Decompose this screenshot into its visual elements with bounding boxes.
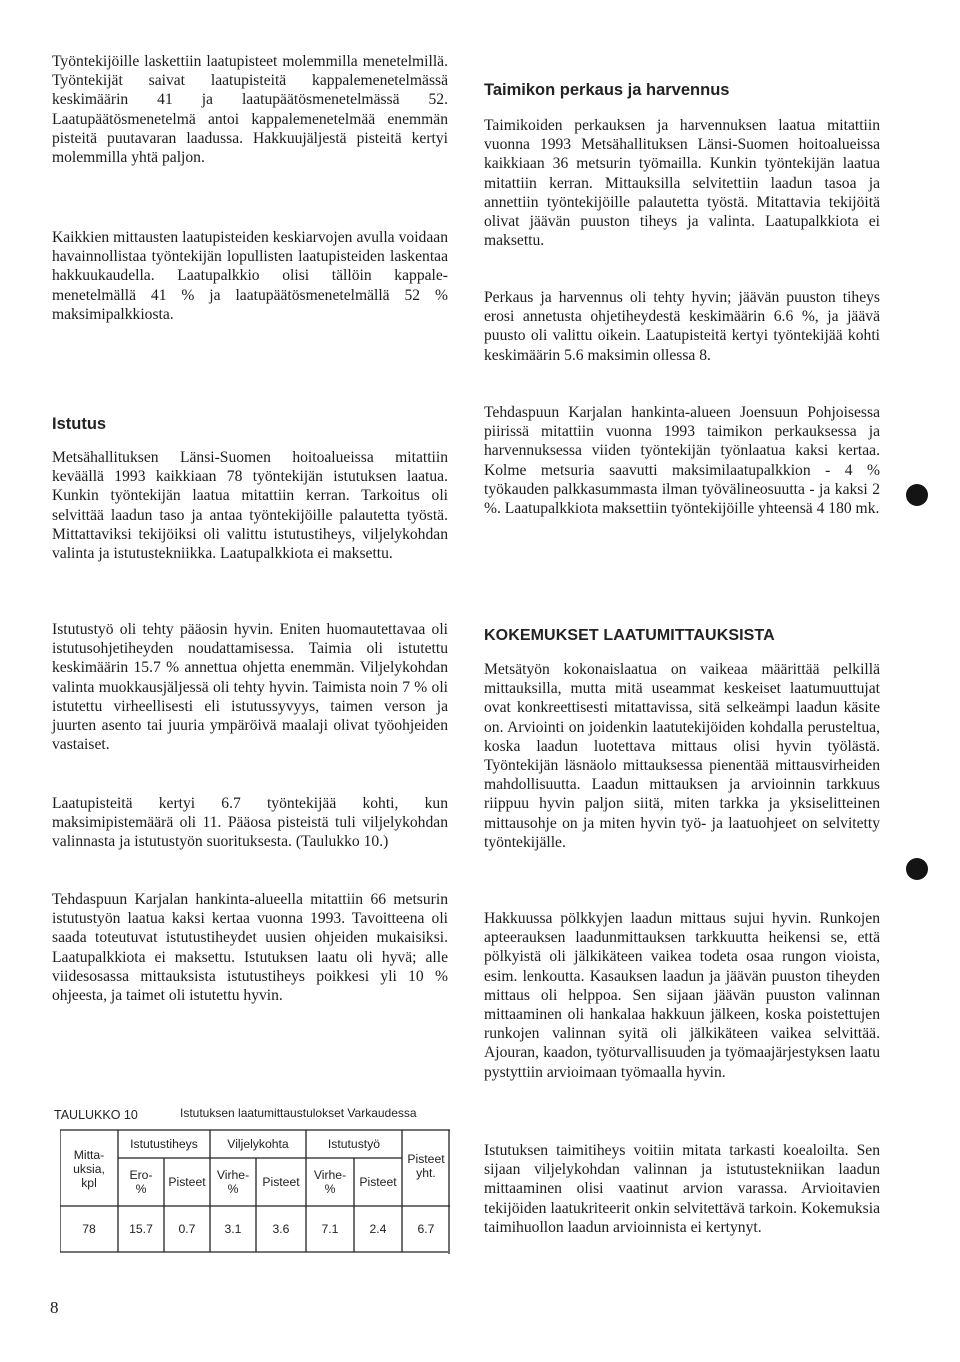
- paragraph-hakkuu-mittaus: Hakkuussa pölkkyjen laadun mittaus sujui hyvin. Runkojen apteerauksen laadunmittauksen tarkkuutta heikensi se, että pölkyistä oli jälkikäteen vaikea todeta osaa rungon vioista, esim. lenkoutta. Kasauksen laadun ja jäävän puuston tiheyden mittaus oli helppoa. Sen sijaan jäävän puuston valinnan mittaaminen oli hankalaa hakkuun jälkeen, koska poistettujen runkojen valinnan syitä oli jälkikäteen vaikea selvittää. Ajouran, kaadon, työturvallisuuden ja työmaajärjestyksen laatu pystyttiin arvioimaan työmaalla hyvin.: [484, 910, 880, 1081]
- cell-pisteet-3: 2.4: [369, 1222, 387, 1236]
- cell-ero: 15.7: [129, 1222, 153, 1236]
- table-title: Istutuksen laatumittaustulokset Varkaudessa: [180, 1106, 417, 1120]
- paragraph-istutus-intro: Metsähallituksen Länsi-Suomen hoitoalueissa mitattiin keväällä 1993 kaikkiaan 78 työntekijän istutuksen laatua. Kunkin työntekijän laatua mitattiin kerran. Tarkoitus oli selvittää laadun taso ja antaa työntekijöille palautetta työstä. Mittattaviksi tekijöiksi oli valittu istutustiheys, viljelykohdan valinta ja istutustekniikka. Laatupalkkiota ei maksettu.: [52, 449, 448, 563]
- paragraph-perkaus-results: Perkaus ja harvennus oli tehty hyvin; jäävän puuston tiheys erosi annetusta ohjetiheydestä keskimäärin 6.6 %, ja jäävä puusto oli valittu oikein. Laatupisteitä kertyi työntekijää kohti keskimäärin 5.6 maksimin ollessa 8.: [484, 289, 880, 364]
- sub-header-pisteet-2: Pisteet: [262, 1175, 300, 1189]
- paragraph-istutus-points: Laatupisteitä kertyi 6.7 työntekijää kohti, kun maksimipistemäärä oli 11. Pääosa pisteistä tuli viljelykohdan valinnasta ja istutustyön suorituksesta. (Taulukko 10.): [52, 795, 448, 851]
- sub-header-pisteet-1: Pisteet: [168, 1175, 206, 1189]
- margin-dot-lower: [906, 858, 928, 880]
- cell-pisteet-2: 3.6: [272, 1222, 290, 1236]
- cell-virhe-2: 7.1: [321, 1222, 339, 1236]
- table-label: TAULUKKO 10: [54, 1108, 138, 1122]
- table-10: [54, 1106, 450, 1258]
- heading-istutus: Istutus: [52, 415, 107, 433]
- sub-header-virhe-2: Virhe- %: [313, 1168, 347, 1196]
- paragraph-karjala-istutus: Tehdaspuun Karjalan hankinta-alueella mitattiin 66 metsurin istutustyön laatua kaksi kertaa vuonna 1993. Tavoitteena oli saada toteutuvat istutustiheydet uusien ohjeiden mukaisiksi. Laatupalkkiota ei maksettu. Istutuksen laatu oli hyvä; alle viidesosassa mittauksista istutustiheys poikkesi yli 10 % ohjeesta, ja taimet oli istutettu hyvin.: [52, 891, 448, 1005]
- paragraph-average-quality-points: Kaikkien mittausten laatupisteiden keskiarvojen avulla voidaan havainnollistaa työntekijän lopullisten laatupisteiden laskentaa hakkuukaudella. Laatupalkkio olisi tällöin kappalemenetelmällä 41 % ja laatupäätösmenetelmällä 52 % maksimipalkkiosta.: [52, 229, 448, 323]
- sub-header-ero: Ero- %: [129, 1168, 153, 1196]
- header-count: Mitta- uksia, kpl: [73, 1148, 105, 1190]
- cell-pisteet-1: 0.7: [178, 1222, 196, 1236]
- group-istutustyo: Istutustyö: [327, 1137, 381, 1151]
- paragraph-kokemukset-intro: Metsätyön kokonaislaatua on vaikeaa määrittää pelkillä mittauksilla, mutta mitä useammat keskeiset laatumuuttujat ovat konkreettisesti mitattavissa, sitä selkeämpi laadun käsite on. Arviointi on joidenkin laatutekijöiden kohdalla perusteltua, koska laadun luotettava mittaus olisi hyvin työlästä. Työntekijän läsnäolo mittauksessa pienentää mittausvirheiden mahdollisuutta. Laadun mittauksen ja arvioinnin tarkkuus riippuu hyvin paljon siitä, miten tarkka ja yksiselitteinen mittausohje on ja miten hyvin työ- ja laatuohjeet on selvitetty työntekijälle.: [484, 661, 880, 851]
- group-istutustiheys: Istutustiheys: [130, 1137, 198, 1151]
- paragraph-karjala-perkaus: Tehdaspuun Karjalan hankinta-alueen Joensuun Pohjoisessa piirissä mitattiin vuonna 1993 taimikon perkauksessa ja harvennuksessa viiden työntekijän työnlaatua kaksi kertaa. Kolme metsuria saavutti maksimilaatupalkkion - 4 % työkauden palkkasummasta ilman työvälineosuutta - ja kaksi 2 %. Laatupalkkiota maksettiin työntekijöille yhteensä 4 180 mk.: [484, 404, 880, 518]
- sub-header-pisteet-3: Pisteet: [359, 1175, 397, 1189]
- cell-count: 78: [82, 1222, 96, 1236]
- page-number: 8: [50, 1298, 59, 1317]
- table-frame: [60, 1126, 450, 1256]
- paragraph-istutus-results: Istutustyö oli tehty pääosin hyvin. Eniten huomautettavaa oli istutusohjetiheyden noudattamisessa. Taimia oli istutettu keskimäärin 15.7 % annettua ohjetta enemmän. Viljelykohdan valinta muokkausjäljessä oli tehty hyvin. Taimista noin 7 % oli istutettu virheellisesti eli istutussyvyys, taimen verson ja juurten asento tai juuria ympäröivä maalaji olivat työohjeiden vastaiset.: [52, 621, 448, 754]
- heading-taimikon-perkaus: Taimikon perkaus ja harvennus: [484, 81, 730, 99]
- paragraph-quality-points-methods: Työntekijöille laskettiin laatupisteet molemmilla menetelmillä. Työntekijät saivat laatupisteitä kappalemenetelmässä keskimäärin 41 ja laatupäätösmenetelmässä 52. Laatupäätösmenetelmä antoi kappalemenetelmää enemmän pisteitä puutavaran laadussa. Hakkuujäljestä pisteitä kertyi molemmilla yhtä paljon.: [52, 53, 448, 167]
- cell-virhe-1: 3.1: [224, 1222, 242, 1236]
- header-total-points: Pisteet yht.: [407, 1152, 445, 1180]
- sub-header-virhe-1: Virhe- %: [216, 1168, 250, 1196]
- group-viljelykohta: Viljelykohta: [227, 1137, 289, 1151]
- cell-total-points: 6.7: [417, 1222, 435, 1236]
- heading-kokemukset: KOKEMUKSET LAATUMITTAUKSISTA: [484, 627, 775, 644]
- paragraph-istutus-mittaus: Istutuksen taimitiheys voitiin mitata tarkasti koealoilta. Sen sijaan viljelykohdan valinnan ja istutustekniikan laadun mittaaminen olisi vaatinut arvion varassa. Arvioitavien tekijöiden laatukriteerit onkin selvitettävä tarkoin. Kokemuksia taimihuollon laadun arvioinnista ei kertynyt.: [484, 1142, 880, 1236]
- margin-dot-upper: [906, 484, 928, 506]
- paragraph-perkaus-intro: Taimikoiden perkauksen ja harvennuksen laatua mitattiin vuonna 1993 Metsähallituksen Länsi-Suomen hoitoalueissa kaikkiaan 36 metsurin työmailla. Kunkin työntekijän laatua mitattiin kerran. Mittauksilla selvitettiin laadun tasoa ja annettiin työntekijöille palautetta työstä. Mitattavia tekijöitä olivat jäävän puuston tiheys ja valinta. Laatupalkkiota ei maksettu.: [484, 117, 880, 250]
